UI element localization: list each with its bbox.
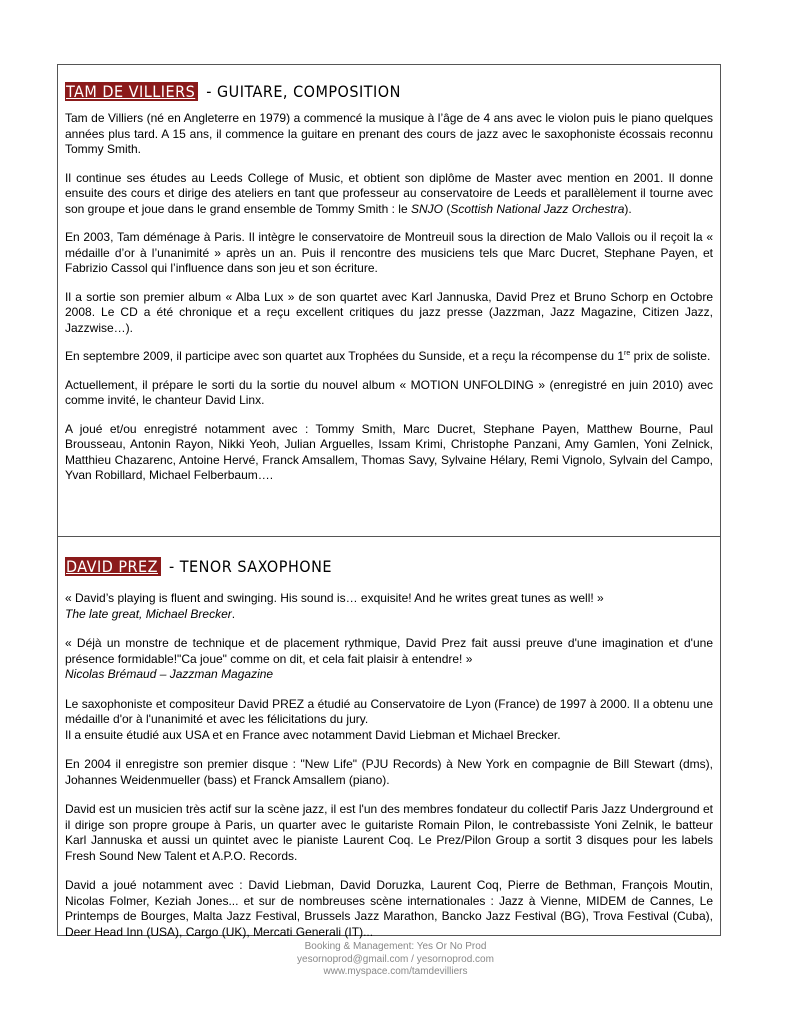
bio-paragraph: Il a ensuite étudié aux USA et en France avec notamment David Liebman et Michael Brecker. (65, 727, 561, 742)
bio-paragraph: En 2004 il enregistre son premier disque : "New Life" (PJU Records) à New York en compagnie de Bill Stewart (dms), Johannes Weidenmueller (bass) et Franck Amsallem (piano). (65, 757, 713, 787)
quote-author: Nicolas Brémaud – Jazzman Magazine (65, 667, 274, 681)
quote-author: The late great, Michael Brecker (65, 606, 232, 621)
section-heading (65, 557, 713, 577)
quote-paragraph (65, 591, 713, 622)
bio-paragraph (65, 171, 713, 218)
section-david-prez (58, 537, 720, 937)
bio-paragraph: Actuellement, il prépare le sorti du la sortie du nouvel album « MOTION UNFOLDING » (enregistré en juin 2010) avec comme invité, le chanteur David Linx. (65, 377, 713, 407)
orchestra-text: Scottish National Jazz Orchestra (450, 201, 625, 216)
ordinal-superscript: re (624, 350, 631, 357)
bio-paragraph: Tam de Villiers (né en Angleterre en 1979) a commencé la musique à l’âge de 4 ans avec le violon puis le piano quelques années plus tard. A 15 ans, il commence la guitare en prenant des cours de jazz avec le saxophoniste écossais reconnu Tommy Smith. (65, 111, 713, 156)
artist-role: - GUITARE, COMPOSITION (206, 82, 401, 101)
bio-paragraph (65, 349, 713, 365)
bio-paragraph: Le saxophoniste et compositeur David PREZ a étudié au Conservatoire de Lyon (France) de 1997 à 2000. Il a obtenu une médaille d'or à l'unanimité et avec les félicitations du jury. (65, 696, 713, 726)
artist-role: - TENOR SAXOPHONE (169, 557, 332, 576)
text-span: En septembre 2009, il participe avec son quartet aux Trophées du Sunside, et a reçu la récompense du 1 (65, 349, 625, 363)
booking-footer (0, 941, 791, 979)
contact-line: yesornoprod@gmail.com / yesornoprod.com (297, 953, 494, 965)
quote-text: « David’s playing is fluent and swinging. His sound is… exquisite! And he writes great tunes as well! » (65, 591, 604, 605)
bio-paragraph: David est un musicien très actif sur la scène jazz, il est l'un des membres fondateur du collectif Paris Jazz Underground et il dirige son propre groupe à Paris, un quarter avec le guitariste Romain Pilon, le contrebassiste Yoni Zelnik, le batteur Karl Jannuska et aussi un quintet avec le pianiste Laurent Coq. Le Prez/Pilon Group a sortit 3 disques pour les labels Fresh Sound New Talent et A.P.O. Records. (65, 802, 713, 863)
text-span: ( (443, 201, 451, 216)
text-span: . (231, 606, 236, 621)
bio-frame (57, 64, 721, 939)
artist-name: DAVID PREZ (65, 557, 161, 576)
section-heading (65, 82, 713, 102)
bio-paragraph: En 2003, Tam déménage à Paris. Il intègre le conservatoire de Montreuil sous la direction de Malo Vallois ou il reçoit la « médaille d’or à l’unanimité » après un an. Puis il rencontre des musiciens tels que Marc Ducret, Stephane Payen, et Fabrizio Cassol qui l’influence dans son jeu et son écriture. (65, 230, 713, 275)
myspace-line: www.myspace.com/tamdevilliers (323, 966, 468, 977)
collaborators-paragraph: A joué et/ou enregistré notamment avec : Tommy Smith, Marc Ducret, Stephane Payen, Matthew Bourne, Paul Brousseau, Antonin Rayon, Nikki Yeoh, Julian Arguelles, Issam Krimi, Christophe Panzani, Amy Gamlen, Yoni Zelnick, Matthieu Chazarenc, Antoine Hervé, Franck Amsallem, Thomas Savy, Sylvaine Hélary, Remi Vignolo, Sylvain del Campo, Yvan Robillard, Michael Felberbaum…. (65, 421, 713, 482)
snjo-text: SNJO (410, 201, 443, 216)
booking-line: Booking & Management: Yes Or No Prod (304, 941, 487, 952)
artist-name: TAM DE VILLIERS (65, 82, 198, 101)
text-span: ). (624, 201, 632, 216)
quote-paragraph (65, 636, 713, 683)
bio-paragraph: Il a sortie son premier album « Alba Lux » de son quartet avec Karl Jannuska, David Prez et Bruno Schorp en Octobre 2008. Le CD a été chronique et a reçu excellent critiques du jazz presse (Jazzman, Jazz Magazine, Citizen Jazz, Jazzwise…). (65, 289, 713, 335)
section-tam-de-villiers (58, 65, 720, 537)
quote-text: « Déjà un monstre de technique et de placement rythmique, David Prez fait aussi preuve d'une imagination et d'une présence formidable!"Ca joue" comme on dit, et cela fait plaisir à entendre! » (65, 636, 713, 666)
text-span: prix de soliste. (630, 349, 711, 363)
collaborators-paragraph: David a joué notamment avec : David Liebman, David Doruzka, Laurent Coq, Pierre de Bethman, François Moutin, Nicolas Folmer, Keziah Jones... et sur de nombreuses scène internationales : Jazz à Vienne, MIDEM de Cannes, Le Printemps de Bourges, Malta Jazz Festival, Brussels Jazz Marathon, Bancko Jazz Festival (BG), Trova Festival (Cuba), Deer Head Inn (USA), Cargo (UK), Mercati Generali (IT)... (65, 878, 713, 939)
text-span: Il continue ses études au Leeds College of Music, et obtient son diplôme de Master avec mention en 2001. Il donne ensuite des cours et dirige des ateliers en tant que professeur au conservatoire de Leeds et parallèlement il tourne avec son groupe et joue dans le grand ensemble de Tommy Smith : le (65, 170, 713, 216)
